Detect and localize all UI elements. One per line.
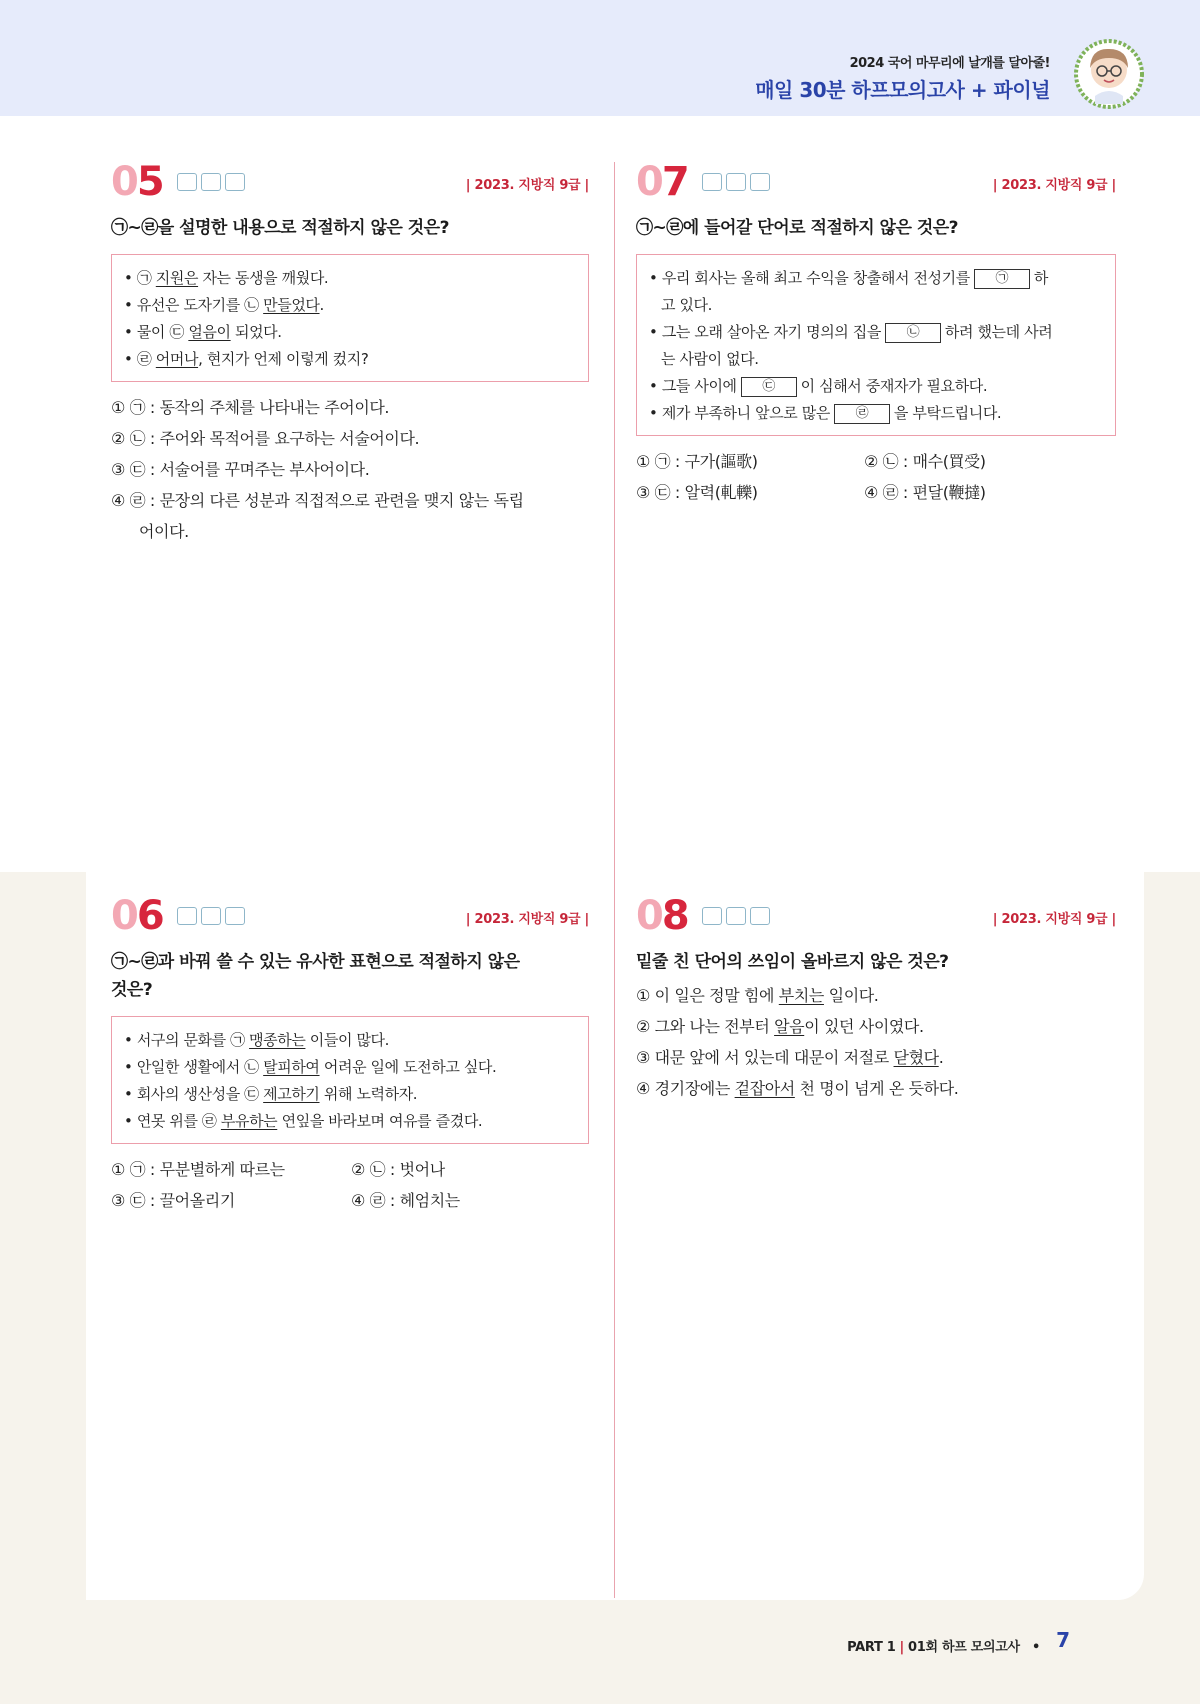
blank-box: ㉠ — [974, 269, 1030, 289]
checkbox[interactable] — [702, 907, 722, 925]
passage-box — [111, 1016, 589, 1144]
page-footer — [847, 1636, 1040, 1655]
passage-line: • 물이 ㉢ 얼음이 되었다. — [124, 323, 282, 341]
question-stem: 밑줄 친 단어의 쓰임이 올바르지 않은 것은? — [636, 952, 949, 972]
review-checkboxes[interactable] — [177, 173, 245, 191]
passage-line: • 연못 위를 ㉣ 부유하는 연잎을 바라보며 여유를 즐겼다. — [124, 1112, 483, 1130]
answer-options — [636, 980, 1116, 1104]
checkbox[interactable] — [201, 173, 221, 191]
answer-option-3[interactable]: ③ ㉢ : 알력(軋轢) — [636, 483, 758, 502]
checkbox[interactable] — [225, 173, 245, 191]
answer-option-2[interactable]: ② ㉡ : 매수(買受) — [864, 452, 986, 471]
page-header — [0, 0, 1200, 116]
answer-options — [111, 392, 589, 547]
author-avatar-icon — [1073, 38, 1145, 110]
answer-option-2[interactable]: ② ㉡ : 벗어나 — [351, 1160, 445, 1179]
answer-option-4-cont: 어이다. — [139, 522, 189, 541]
passage-line: 는 사람이 없다. — [661, 350, 759, 368]
passage-line: • ㉣ 어머나, 현지가 언제 이렇게 컸지? — [124, 350, 369, 368]
checkbox[interactable] — [177, 907, 197, 925]
answer-option-1[interactable]: ① ㉠ : 동작의 주체를 나타내는 주어이다. — [111, 398, 390, 417]
checkbox[interactable] — [750, 173, 770, 191]
question-07 — [636, 160, 1116, 508]
header-subtitle: 2024 국어 마무리에 날개를 달아줄! — [849, 56, 1050, 71]
question-number: 07 — [636, 159, 688, 205]
blank-box: ㉣ — [834, 404, 890, 424]
page-number: 7 — [1056, 1628, 1070, 1652]
answer-option-3[interactable]: ③ 대문 앞에 서 있는데 대문이 저절로 닫혔다. — [636, 1048, 944, 1067]
passage-line: • 그들 사이에 ㉢ 이 심해서 중재자가 필요하다. — [649, 377, 988, 395]
question-number: 05 — [111, 159, 163, 205]
passage-line: • 그는 오래 살아온 자기 명의의 집을 ㉡ 하려 했는데 사려 — [649, 323, 1053, 341]
review-checkboxes[interactable] — [702, 173, 770, 191]
blank-box: ㉡ — [885, 323, 941, 343]
question-05 — [111, 160, 589, 547]
footer-separator: | — [899, 1640, 904, 1655]
answer-option-2[interactable]: ② 그와 나는 전부터 알음이 있던 사이였다. — [636, 1017, 924, 1036]
footer-part: PART 1 — [847, 1640, 896, 1655]
answer-option-4[interactable]: ④ ㉣ : 헤엄치는 — [351, 1191, 460, 1210]
question-source: | 2023. 지방직 9급 | — [465, 178, 589, 193]
answer-option-4[interactable]: ④ ㉣ : 문장의 다른 성분과 직접적으로 관련을 맺지 않는 독립 — [111, 491, 524, 510]
checkbox[interactable] — [750, 907, 770, 925]
answer-option-1[interactable]: ① ㉠ : 무분별하게 따르는 — [111, 1160, 285, 1179]
passage-line: • 유선은 도자기를 ㉡ 만들었다. — [124, 296, 324, 314]
question-source: | 2023. 지방직 9급 | — [992, 178, 1116, 193]
question-08 — [636, 894, 1116, 1104]
answer-option-1[interactable]: ① ㉠ : 구가(謳歌) — [636, 452, 758, 471]
checkbox[interactable] — [177, 173, 197, 191]
question-stem: ㉠~㉣을 설명한 내용으로 적절하지 않은 것은? — [111, 218, 449, 238]
passage-box — [111, 254, 589, 382]
passage-line: • 우리 회사는 올해 최고 수익을 창출해서 전성기를 ㉠ 하 — [649, 269, 1048, 287]
answer-options — [111, 1154, 589, 1216]
question-source: | 2023. 지방직 9급 | — [992, 912, 1116, 927]
passage-box — [636, 254, 1116, 436]
answer-option-4[interactable]: ④ ㉣ : 편달(鞭撻) — [864, 483, 986, 502]
checkbox[interactable] — [726, 173, 746, 191]
passage-line: 고 있다. — [661, 296, 713, 314]
column-divider — [614, 162, 615, 1598]
footer-section: 01회 하프 모의고사 — [908, 1640, 1020, 1655]
passage-line: • 서구의 문화를 ㉠ 맹종하는 이들이 많다. — [124, 1031, 389, 1049]
passage-line: • 안일한 생활에서 ㉡ 탈피하여 어려운 일에 도전하고 싶다. — [124, 1058, 497, 1076]
answer-option-2[interactable]: ② ㉡ : 주어와 목적어를 요구하는 서술어이다. — [111, 429, 420, 448]
question-number: 08 — [636, 893, 688, 939]
review-checkboxes[interactable] — [702, 907, 770, 925]
passage-line: • ㉠ 지원은 자는 동생을 깨웠다. — [124, 269, 329, 287]
answer-option-3[interactable]: ③ ㉢ : 서술어를 꾸며주는 부사어이다. — [111, 460, 370, 479]
checkbox[interactable] — [201, 907, 221, 925]
answer-options — [636, 446, 1116, 508]
footer-dot: • — [1031, 1640, 1040, 1655]
checkbox[interactable] — [702, 173, 722, 191]
passage-line: • 회사의 생산성을 ㉢ 제고하기 위해 노력하자. — [124, 1085, 418, 1103]
question-source: | 2023. 지방직 9급 | — [465, 912, 589, 927]
question-06 — [111, 894, 589, 1216]
checkbox[interactable] — [225, 907, 245, 925]
blank-box: ㉢ — [741, 377, 797, 397]
review-checkboxes[interactable] — [177, 907, 245, 925]
question-stem: ㉠~㉣과 바꿔 쓸 수 있는 유사한 표현으로 적절하지 않은 것은? — [111, 952, 520, 1000]
checkbox[interactable] — [726, 907, 746, 925]
question-stem: ㉠~㉣에 들어갈 단어로 적절하지 않은 것은? — [636, 218, 959, 238]
header-title: 매일 30분 하프모의고사 + 파이널 — [755, 78, 1050, 102]
answer-option-3[interactable]: ③ ㉢ : 끌어올리기 — [111, 1191, 235, 1210]
answer-option-4[interactable]: ④ 경기장에는 겉잡아서 천 명이 넘게 온 듯하다. — [636, 1079, 959, 1098]
answer-option-1[interactable]: ① 이 일은 정말 힘에 부치는 일이다. — [636, 986, 879, 1005]
question-number: 06 — [111, 893, 163, 939]
passage-line: • 제가 부족하니 앞으로 많은 ㉣ 을 부탁드립니다. — [649, 404, 1002, 422]
